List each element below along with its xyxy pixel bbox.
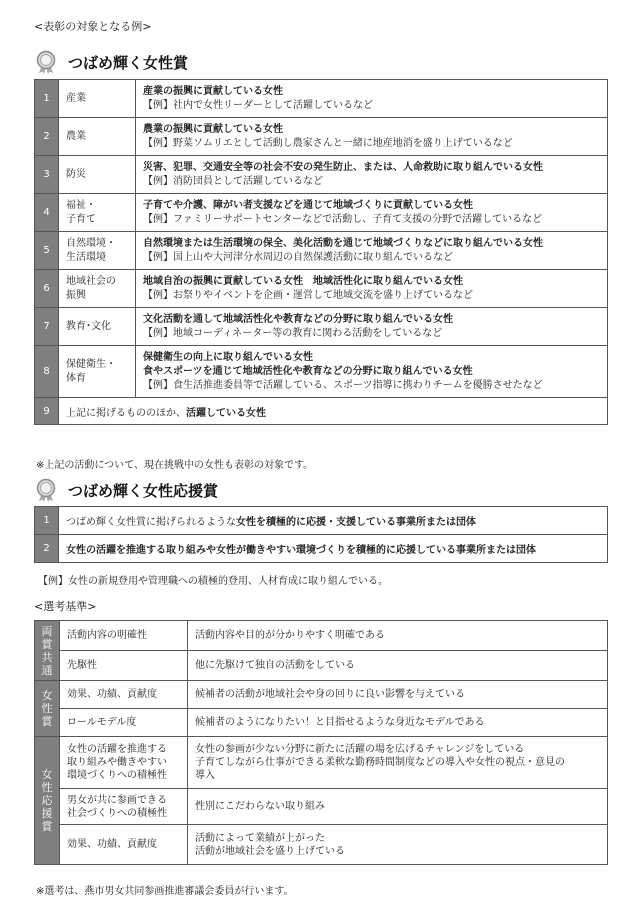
award1-table <box>34 79 608 425</box>
row-description-line: 産業の振興に貢献している女性 <box>143 85 283 97</box>
row-example: 【例】社内で女性リーダーとして活躍しているなど <box>143 99 373 111</box>
criteria-description-line: 性別にこだわらない取り組み <box>195 801 325 812</box>
row-example: 【例】お祭りやイベントを企画・運営して地域交流を盛り上げているなど <box>143 289 473 301</box>
criteria-group-char: 性 <box>41 702 53 715</box>
criteria-description <box>188 621 608 651</box>
row-category-line: 教育･文化 <box>66 320 111 332</box>
row-number: 4 <box>35 194 59 232</box>
row-category <box>59 308 136 346</box>
row-category-line: 生活環境 <box>66 251 106 263</box>
row-text-plain: つばめ輝く女性賞に掲げられるような <box>66 517 236 528</box>
row-category-line: 振興 <box>66 289 86 301</box>
criteria-description-line: 導入 <box>195 770 215 781</box>
criteria-row <box>35 737 608 789</box>
row-description-line: 災害、犯罪、交通安全等の社会不安の発生防止、または、人命救助に取り組んでいる女性 <box>143 161 543 173</box>
row-description <box>59 507 608 535</box>
criteria-row <box>35 789 608 825</box>
award2-title: つばめ輝く女性応援賞 <box>68 481 219 500</box>
medal-icon <box>34 478 58 502</box>
row-description-line: 食やスポーツを通じて地域活性化や教育などの分野に取り組んでいる女性 <box>143 365 473 377</box>
criteria-group-char: 賞 <box>41 715 53 728</box>
row-example: 【例】国上山や大河津分水周辺の自然保護活動に取り組んでいるなど <box>143 251 453 263</box>
award2-heading <box>34 478 218 502</box>
row-number: 6 <box>35 270 59 308</box>
criteria-description-line: 候補者の活動が地域社会や身の回りに良い影響を与えている <box>195 689 465 700</box>
row-description <box>59 535 608 563</box>
criteria-description <box>188 709 608 737</box>
award1-heading <box>34 50 188 74</box>
criteria-description-line: 候補者のようになりたい！と目指せるような身近なモデルである <box>195 717 485 728</box>
criteria-description-line: 活動内容や目的が分かりやすく明確である <box>195 630 385 641</box>
award1-row <box>35 308 608 346</box>
criteria-group <box>35 621 60 681</box>
row-number: 9 <box>35 398 59 425</box>
row-text-plain: 上記に掲げるもののほか、 <box>66 407 186 419</box>
criteria-name <box>60 651 188 681</box>
criteria-name-line: 効果、功績、貢献度 <box>67 839 157 850</box>
criteria-group-char: 賞 <box>41 820 53 833</box>
row-example: 【例】野菜ソムリエとして活動し農家さんと一緒に地産地消を盛り上げているなど <box>143 137 513 149</box>
award1-row <box>35 346 608 398</box>
row-description-line: 農業の振興に貢献している女性 <box>143 123 283 135</box>
criteria-name-line: 環境づくりへの積極性 <box>67 770 167 781</box>
criteria-label: <選考基準> <box>34 600 97 613</box>
row-description <box>136 194 608 232</box>
criteria-description-line: 他に先駆けて独自の活動をしている <box>195 660 355 671</box>
criteria-description <box>188 789 608 825</box>
criteria-group-char: 応 <box>41 794 53 807</box>
medal-icon <box>34 50 58 74</box>
criteria-group-char: 援 <box>41 807 53 820</box>
criteria-row <box>35 825 608 865</box>
row-number: 1 <box>35 507 59 535</box>
row-category <box>59 346 136 398</box>
criteria-description <box>188 681 608 709</box>
award1-row <box>35 398 608 425</box>
row-example: 【例】食生活推進委員等で活躍している、スポーツ指導に携わりチームを優勝させたなど <box>143 379 543 391</box>
criteria-name-line: 女性の活躍を推進する <box>67 744 167 755</box>
criteria-name <box>60 825 188 865</box>
row-example: 【例】ファミリーサポートセンターなどで活動し、子育て支援の分野で活躍しているなど <box>143 213 543 225</box>
criteria-group <box>35 681 60 737</box>
criteria-group <box>35 737 60 865</box>
row-example: 【例】消防団員として活躍しているなど <box>143 175 323 187</box>
criteria-name <box>60 681 188 709</box>
row-category <box>59 118 136 156</box>
award1-note: ※上記の活動について、現在挑戦中の女性も表彰の対象です。 <box>36 460 314 471</box>
row-category <box>59 232 136 270</box>
criteria-description-line: 活動が地域社会を盛り上げている <box>195 845 345 857</box>
row-number: 3 <box>35 156 59 194</box>
award1-title: つばめ輝く女性賞 <box>68 53 189 72</box>
criteria-name-line: 社会づくりへの積極性 <box>67 807 167 819</box>
award1-row <box>35 156 608 194</box>
row-category <box>59 80 136 118</box>
criteria-name-line: 男女が共に参画できる <box>67 794 167 806</box>
award1-row <box>35 80 608 118</box>
row-description <box>136 156 608 194</box>
award2-table <box>34 506 608 563</box>
criteria-description-line: 子育てしながら仕事ができる柔軟な勤務時間制度などの導入や女性の視点・意見の <box>195 757 565 768</box>
criteria-name <box>60 789 188 825</box>
row-text-bold: 女性を積極的に応援・支援している事業所または団体 <box>236 517 476 528</box>
row-category-line: 地域社会の <box>66 275 116 287</box>
row-text-bold: 女性の活躍を推進する取り組みや女性が働きやすい環境づくりを積極的に応援している事業所または団体 <box>66 545 536 556</box>
row-example: 【例】地域コーディネーター等の教育に関わる活動をしているなど <box>143 327 443 339</box>
row-description <box>136 346 608 398</box>
criteria-name <box>60 737 188 789</box>
row-category-line: 自然環境・ <box>66 237 116 249</box>
row-description-line: 文化活動を通して地域活性化や教育などの分野に取り組んでいる女性 <box>143 313 453 325</box>
row-description <box>59 398 608 425</box>
criteria-row <box>35 681 608 709</box>
row-category-line: 福祉・ <box>66 199 96 211</box>
criteria-name-line: 活動内容の明確性 <box>67 630 147 641</box>
criteria-row <box>35 651 608 681</box>
row-category <box>59 156 136 194</box>
criteria-description-line: 女性の参画が少ない分野に新たに活躍の場を広げるチャレンジをしている <box>195 744 525 755</box>
award2-row <box>35 535 608 563</box>
row-category <box>59 270 136 308</box>
criteria-name-line: ロールモデル度 <box>67 717 137 728</box>
criteria-name <box>60 621 188 651</box>
row-category <box>59 194 136 232</box>
criteria-group-char: 共 <box>41 650 53 664</box>
row-description-line: 自然環境または生活環境の保全、美化活動を通じて地域づくりなどに取り組んでいる女性 <box>143 237 543 249</box>
criteria-description <box>188 651 608 681</box>
row-number: 2 <box>35 535 59 563</box>
criteria-group-char: 両 <box>41 624 53 638</box>
row-number: 7 <box>35 308 59 346</box>
row-description <box>136 80 608 118</box>
row-number: 5 <box>35 232 59 270</box>
row-description-line: 地域自治の振興に貢献している女性 地域活性化に取り組んでいる女性 <box>143 275 463 287</box>
intro-label: <表彰の対象となる例> <box>34 20 152 33</box>
criteria-note: ※選考は、燕市男女共同参画推進審議会委員が行います。 <box>36 886 294 897</box>
award1-row <box>35 232 608 270</box>
criteria-description <box>188 825 608 865</box>
row-description-line: 子育てや介護、障がい者支援などを通じて地域づくりに貢献している女性 <box>143 199 473 211</box>
criteria-table <box>34 620 608 865</box>
row-text-bold: 活躍している女性 <box>186 407 266 419</box>
award2-row <box>35 507 608 535</box>
criteria-group-char: 通 <box>41 663 53 677</box>
award2-example: 【例】女性の新規登用や管理職への積極的登用、人材育成に取り組んでいる。 <box>38 576 388 587</box>
row-category-line: 防災 <box>66 168 86 180</box>
criteria-name-line: 取り組みや働きやすい <box>67 757 167 768</box>
criteria-name <box>60 709 188 737</box>
row-description <box>136 232 608 270</box>
row-category-line: 産業 <box>66 92 86 104</box>
row-description-line: 保健衛生の向上に取り組んでいる女性 <box>143 351 313 363</box>
row-category-line: 子育て <box>66 213 96 225</box>
row-number: 2 <box>35 118 59 156</box>
row-category-line: 保健衛生・ <box>66 358 116 370</box>
row-description <box>136 118 608 156</box>
row-category-line: 体育 <box>66 372 86 384</box>
criteria-name-line: 先駆性 <box>67 660 97 671</box>
row-description <box>136 308 608 346</box>
criteria-group-char: 女 <box>41 689 53 702</box>
criteria-group-char: 賞 <box>41 637 53 651</box>
row-category-line: 農業 <box>66 130 86 142</box>
criteria-description-line: 活動によって業績が上がった <box>195 832 325 844</box>
criteria-row <box>35 709 608 737</box>
row-number: 1 <box>35 80 59 118</box>
award1-row <box>35 270 608 308</box>
criteria-name-line: 効果、功績、貢献度 <box>67 689 157 700</box>
row-description <box>136 270 608 308</box>
award1-row <box>35 118 608 156</box>
criteria-description <box>188 737 608 789</box>
criteria-group-char: 女 <box>41 768 53 781</box>
criteria-group-char: 性 <box>41 781 53 794</box>
award1-row <box>35 194 608 232</box>
row-number: 8 <box>35 346 59 398</box>
criteria-row <box>35 621 608 651</box>
